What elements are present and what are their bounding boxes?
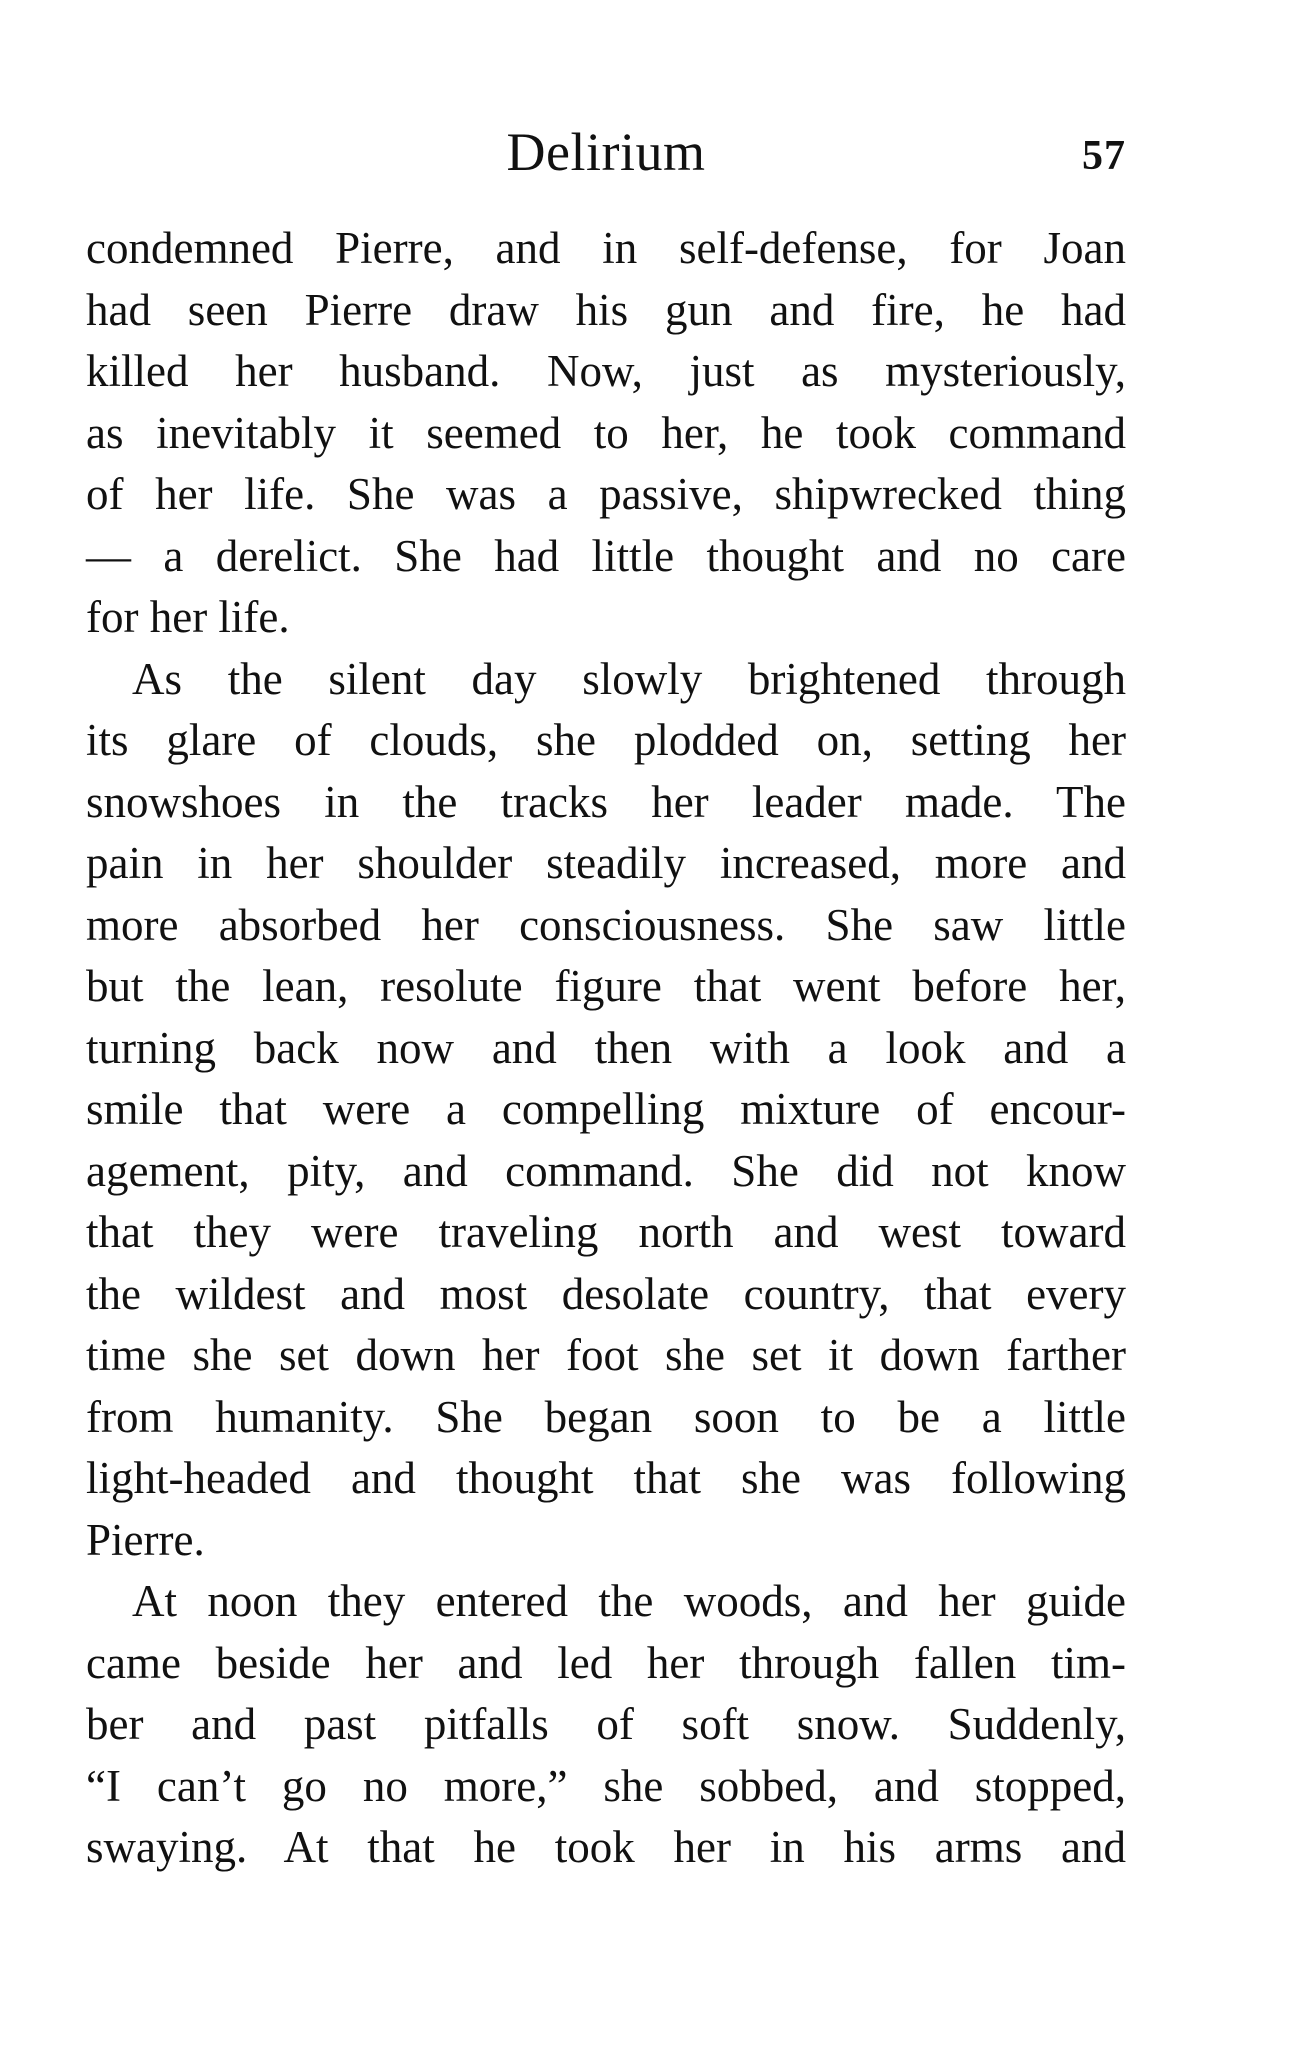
text-line: agement, pity, and command. She did not know	[86, 1145, 1126, 1196]
text-line: turning back now and then with a look and a	[86, 1022, 1126, 1073]
text-line: had seen Pierre draw his gun and fire, he had	[86, 284, 1126, 335]
text-line: of her life. She was a passive, shipwrecked thing	[86, 469, 1126, 519]
text-line: snowshoes in the tracks her leader made. The	[86, 776, 1126, 827]
text-line: but the lean, resolute figure that went before her,	[86, 961, 1126, 1011]
text-line: “I can’t go no more,” she sobbed, and stopped,	[86, 1760, 1126, 1811]
text-line: for her life.	[86, 592, 290, 642]
paragraph-3	[86, 1571, 1126, 1879]
text-line: Pierre.	[86, 1514, 205, 1565]
text-line: came beside her and led her through fallen tim-	[86, 1637, 1126, 1688]
text-line: condemned Pierre, and in self-defense, for Joan	[86, 223, 1126, 273]
text-line: as inevitably it seemed to her, he took command	[86, 407, 1126, 458]
text-line: As the silent day slowly brightened through	[132, 653, 1126, 704]
chapter-title: Delirium	[506, 122, 706, 182]
text-line: light-headed and thought that she was following	[86, 1453, 1126, 1503]
running-head	[86, 120, 1126, 200]
text-line: swaying. At that he took her in his arms and	[86, 1822, 1126, 1872]
text-line: pain in her shoulder steadily increased, more and	[86, 838, 1126, 888]
body-text	[86, 218, 1126, 1879]
text-line: smile that were a compelling mixture of encour-	[86, 1084, 1126, 1134]
text-line: from humanity. She began soon to be a little	[86, 1391, 1126, 1442]
text-line: more absorbed her consciousness. She saw little	[86, 899, 1126, 950]
text-line: — a derelict. She had little thought and no care	[86, 530, 1126, 581]
text-line: the wildest and most desolate country, that every	[86, 1268, 1126, 1319]
text-line: ber and past pitfalls of soft snow. Suddenly,	[86, 1699, 1126, 1749]
page-number: 57	[1082, 133, 1126, 179]
paragraph-2	[86, 649, 1126, 1572]
text-line: that they were traveling north and west toward	[86, 1207, 1126, 1257]
text-line: At noon they entered the woods, and her guide	[132, 1576, 1126, 1626]
paragraph-1	[86, 218, 1126, 649]
text-line: its glare of clouds, she plodded on, setting her	[86, 715, 1126, 765]
text-line: killed her husband. Now, just as mysteriously,	[86, 346, 1126, 396]
text-line: time she set down her foot she set it down farther	[86, 1330, 1126, 1380]
